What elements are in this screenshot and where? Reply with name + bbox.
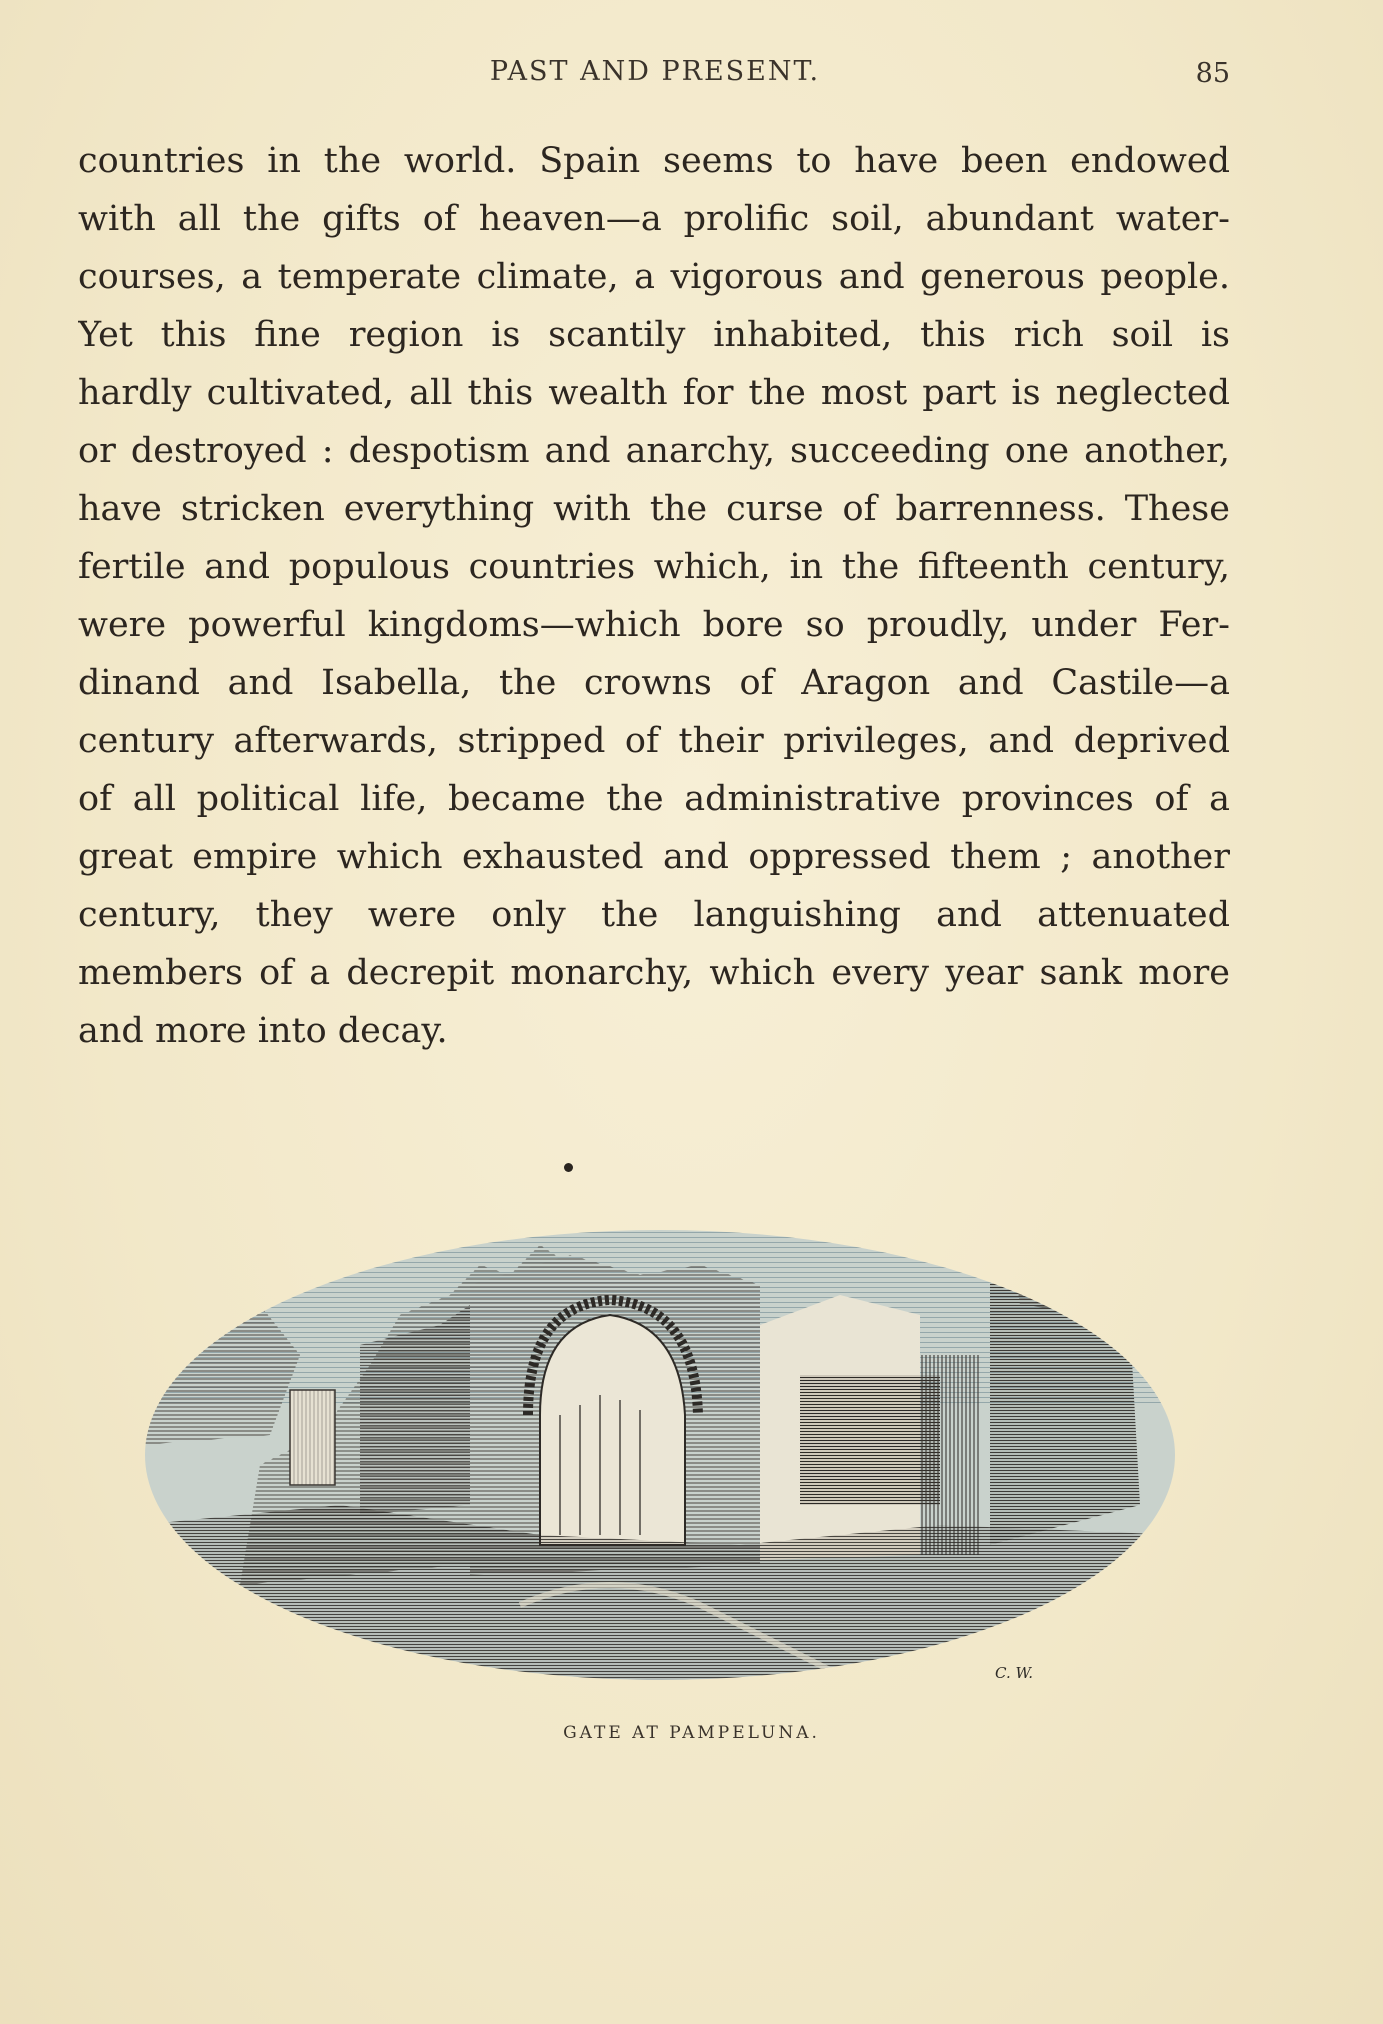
text-line: and more into decay.: [78, 1011, 448, 1051]
text-line: were powerful kingdoms—which bore so proudly, under Fer-: [78, 605, 1230, 645]
text-line: or destroyed : despotism and anarchy, succeeding one another,: [78, 431, 1230, 471]
text-line: fertile and populous countries which, in the fifteenth century,: [78, 547, 1230, 587]
ink-speck: [564, 1163, 573, 1172]
text-line: dinand and Isabella, the crowns of Aragon and Castile—a: [78, 663, 1230, 703]
page-number: 85: [1195, 58, 1230, 89]
right-building-door: [920, 1355, 980, 1555]
text-line: members of a decrepit monarchy, which every year sank more: [78, 953, 1230, 993]
text-line: of all political life, became the administrative provinces of a: [78, 779, 1230, 819]
text-line: great empire which exhausted and oppressed them ; another: [78, 837, 1230, 877]
text-line: century, they were only the languishing and attenuated: [78, 895, 1230, 935]
small-tower-shade: [290, 1390, 335, 1485]
text-line: hardly cultivated, all this wealth for the most part is neglected: [78, 373, 1230, 413]
tower-foliage: [1010, 1217, 1121, 1315]
engraving-scene: [140, 1205, 1180, 1685]
text-line: with all the gifts of heaven—a prolific soil, abundant water-: [78, 199, 1230, 239]
text-line: countries in the world. Spain seems to have been endowed: [78, 141, 1230, 181]
text-line: Yet this fine region is scantily inhabited, this rich soil is: [78, 315, 1230, 355]
engraving-gate-illustration: [140, 1205, 1180, 1685]
running-head: [80, 56, 1230, 96]
right-tower: [990, 1225, 1140, 1545]
engraver-signature: C. W.: [995, 1664, 1034, 1682]
figure-caption: GATE AT PAMPELUNA.: [563, 1723, 820, 1743]
text-line: century afterwards, stripped of their privileges, and deprived: [78, 721, 1230, 761]
right-building-dark-opening: [800, 1375, 940, 1505]
text-line: have stricken everything with the curse of barrenness. These: [78, 489, 1230, 529]
text-line: courses, a temperate climate, a vigorous and generous people.: [78, 257, 1230, 297]
gate-arch-opening: [540, 1315, 685, 1545]
running-title: PAST AND PRESENT.: [489, 56, 821, 87]
body-paragraph: [78, 132, 1230, 1060]
